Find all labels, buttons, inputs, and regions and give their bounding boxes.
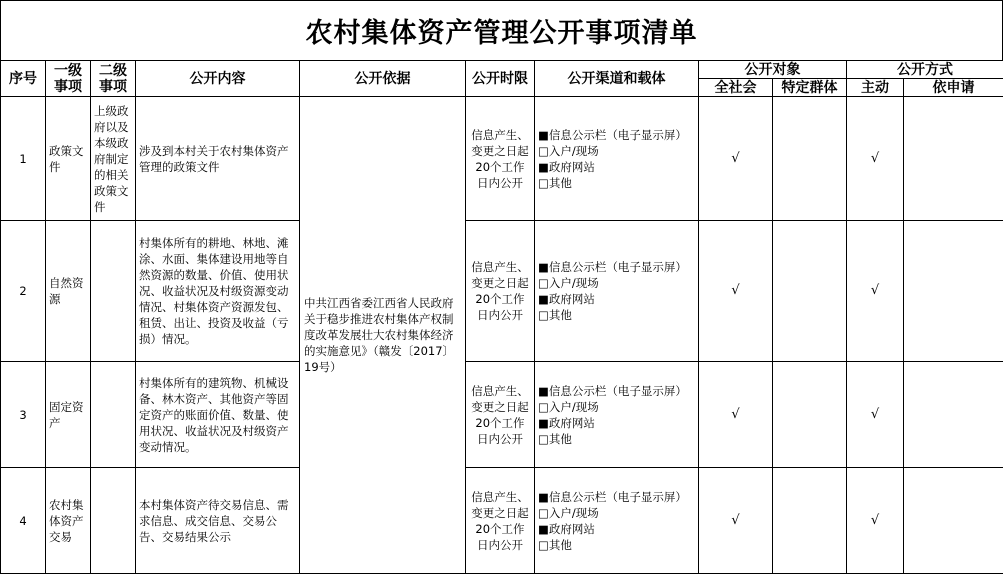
row-level1: 农村集体资产交易	[46, 468, 91, 574]
disclosure-table	[0, 60, 1003, 574]
row-time: 信息产生、变更之日起20个工作日内公开	[466, 468, 535, 574]
header-audience: 公开对象	[699, 61, 847, 79]
row-audience-all: √	[699, 221, 773, 362]
row-audience-specific	[773, 468, 847, 574]
header-time: 公开时限	[466, 61, 535, 97]
row-time: 信息产生、变更之日起20个工作日内公开	[466, 362, 535, 468]
header-channel: 公开渠道和载体	[535, 61, 699, 97]
row-audience-all: √	[699, 362, 773, 468]
header-audience-all: 全社会	[699, 79, 773, 97]
empty-square-icon: □	[538, 399, 549, 414]
channel-item	[538, 399, 696, 415]
header-method: 公开方式	[847, 61, 1003, 79]
row-channel	[535, 97, 699, 221]
channel-item	[538, 275, 696, 291]
row-channel	[535, 468, 699, 574]
row-channel	[535, 362, 699, 468]
row-method-active: √	[847, 97, 904, 221]
channel-item	[538, 431, 696, 447]
empty-square-icon: □	[538, 505, 549, 520]
filled-square-icon: ■	[538, 260, 549, 274]
header-seq: 序号	[1, 61, 46, 97]
table-row	[1, 221, 1003, 362]
basis-cell: 中共江西省委江西省人民政府关于稳步推进农村集体产权制度改革发展壮大农村集体经济的实施意见》（赣发〔2017〕19号）	[300, 97, 466, 574]
channel-item	[538, 415, 696, 431]
row-method-request	[904, 97, 1003, 221]
channel-label: 信息公示栏（电子显示屏）	[548, 489, 687, 504]
row-audience-all: √	[699, 97, 773, 221]
row-level2	[91, 468, 136, 574]
channel-label: 其他	[548, 175, 572, 190]
row-method-active: √	[847, 362, 904, 468]
channel-item	[538, 143, 696, 159]
channel-label: 政府网站	[548, 415, 595, 430]
channel-label: 政府网站	[548, 292, 595, 306]
filled-square-icon: ■	[538, 292, 549, 306]
header-basis: 公开依据	[300, 61, 466, 97]
header-level1: 一级事项	[46, 61, 91, 97]
empty-square-icon: □	[538, 143, 549, 158]
filled-square-icon: ■	[538, 127, 549, 142]
channel-item	[538, 159, 696, 175]
channel-label: 入户/现场	[548, 276, 599, 290]
empty-square-icon: □	[538, 537, 549, 552]
row-seq: 4	[1, 468, 46, 574]
row-method-request	[904, 221, 1003, 362]
channel-item	[538, 383, 696, 399]
channel-label: 政府网站	[548, 159, 595, 174]
empty-square-icon: □	[538, 276, 549, 290]
channel-label: 入户/现场	[548, 399, 599, 414]
channel-item	[538, 505, 696, 521]
channel-label: 入户/现场	[548, 505, 599, 520]
row-level2: 上级政府以及本级政府制定的相关政策文件	[91, 97, 136, 221]
row-level2	[91, 362, 136, 468]
channel-label: 信息公示栏（电子显示屏）	[548, 127, 687, 142]
header-content: 公开内容	[136, 61, 300, 97]
filled-square-icon: ■	[538, 489, 549, 504]
filled-square-icon: ■	[538, 415, 549, 430]
row-seq: 1	[1, 97, 46, 221]
row-method-active: √	[847, 221, 904, 362]
row-method-request	[904, 362, 1003, 468]
table-row	[1, 468, 1003, 574]
row-content: 村集体所有的耕地、林地、滩涂、水面、集体建设用地等自然资源的数量、价值、使用状况、收益状况及村级资源变动情况、村集体资产资源发包、租赁、出让、投资及收益（亏损）情况。	[136, 221, 300, 362]
row-channel	[535, 221, 699, 362]
row-audience-specific	[773, 97, 847, 221]
row-content: 村集体所有的建筑物、机械设备、林木资产、其他资产等固定资产的账面价值、数量、使用状况、收益状况及村级资产变动情况。	[136, 362, 300, 468]
row-seq: 3	[1, 362, 46, 468]
sheet-title: 农村集体资产管理公开事项清单	[0, 0, 1003, 60]
channel-item	[538, 521, 696, 537]
channel-item	[538, 307, 696, 323]
empty-square-icon: □	[538, 175, 549, 190]
row-method-active: √	[847, 468, 904, 574]
table-row	[1, 362, 1003, 468]
channel-label: 信息公示栏（电子显示屏）	[548, 260, 687, 274]
header-level2: 二级事项	[91, 61, 136, 97]
row-time: 信息产生、变更之日起20个工作日内公开	[466, 97, 535, 221]
channel-item	[538, 489, 696, 505]
row-audience-specific	[773, 221, 847, 362]
channel-label: 政府网站	[548, 521, 595, 536]
empty-square-icon: □	[538, 431, 549, 446]
header-method-active: 主动	[847, 79, 904, 97]
channel-label: 其他	[548, 308, 572, 322]
filled-square-icon: ■	[538, 521, 549, 536]
row-level1: 自然资源	[46, 221, 91, 362]
channel-item	[538, 127, 696, 143]
channel-label: 其他	[548, 431, 572, 446]
row-level1: 政策文件	[46, 97, 91, 221]
channel-label: 信息公示栏（电子显示屏）	[548, 383, 687, 398]
row-method-request	[904, 468, 1003, 574]
header-method-request: 依申请	[904, 79, 1003, 97]
empty-square-icon: □	[538, 308, 549, 322]
filled-square-icon: ■	[538, 159, 549, 174]
channel-item	[538, 291, 696, 307]
row-content: 涉及到本村关于农村集体资产管理的政策文件	[136, 97, 300, 221]
row-time: 信息产生、变更之日起20个工作日内公开	[466, 221, 535, 362]
filled-square-icon: ■	[538, 383, 549, 398]
channel-label: 入户/现场	[548, 143, 599, 158]
channel-item	[538, 259, 696, 275]
row-seq: 2	[1, 221, 46, 362]
row-audience-specific	[773, 362, 847, 468]
row-level2	[91, 221, 136, 362]
channel-item	[538, 537, 696, 553]
channel-item	[538, 175, 696, 191]
header-audience-specific: 特定群体	[773, 79, 847, 97]
channel-label: 其他	[548, 537, 572, 552]
table-row	[1, 97, 1003, 221]
row-content: 本村集体资产待交易信息、需求信息、成交信息、交易公告、交易结果公示	[136, 468, 300, 574]
row-audience-all: √	[699, 468, 773, 574]
row-level1: 固定资产	[46, 362, 91, 468]
